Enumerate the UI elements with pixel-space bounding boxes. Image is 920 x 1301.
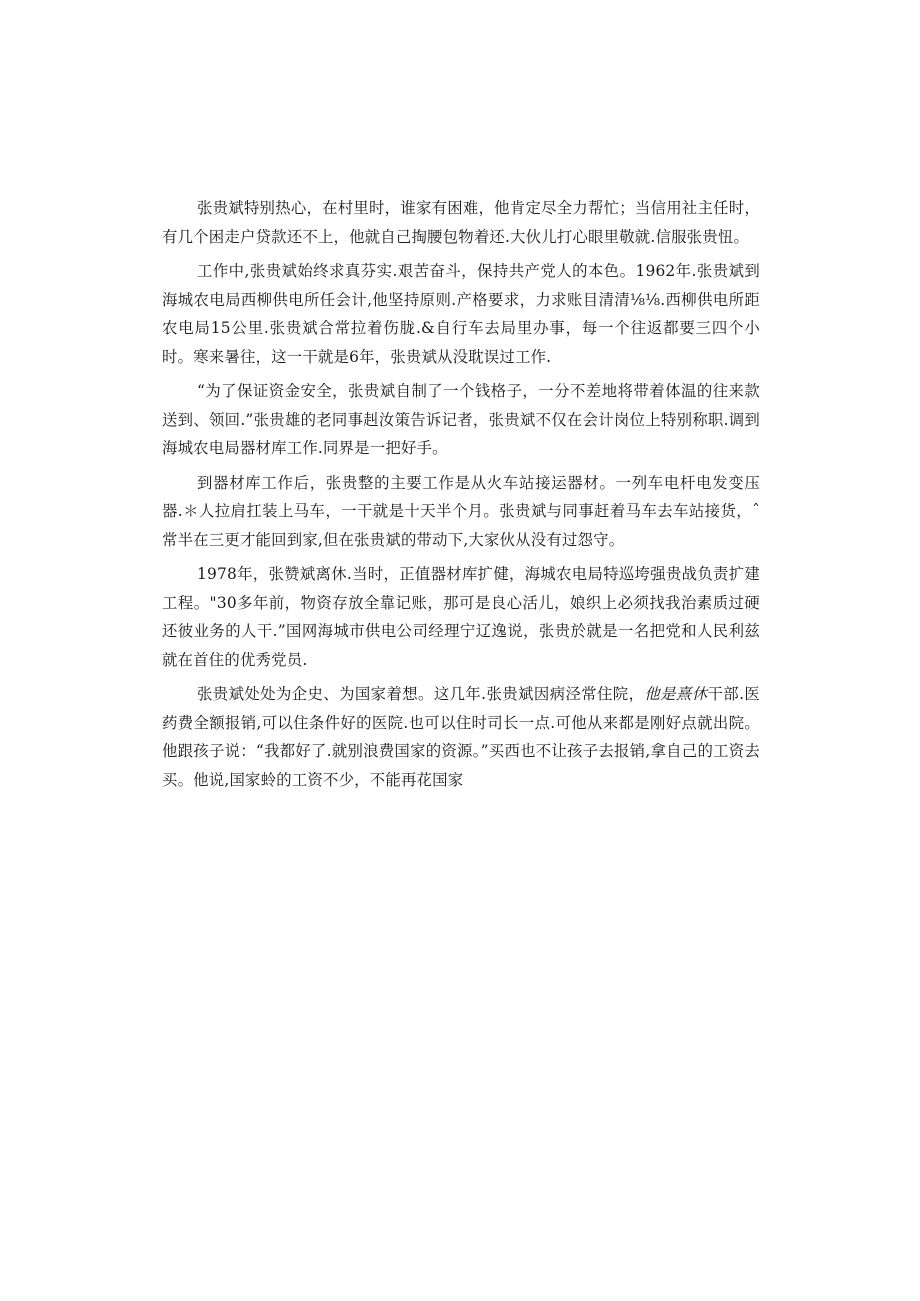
article-body [162, 194, 760, 800]
italic-text: 他是熹休 [644, 685, 708, 703]
paragraph-text: 干部.医药费全额报销,可以住条件好的医院.也可以住时司长一点.可他从来都是刚好点就出院。他跟孩子说：“我都好了.就别浪费国家的资源。”买西也不让孩子去报销,拿自己的工资去买。他说,国家蛉的工资不少，不能再花国家 [162, 685, 760, 789]
paragraph-text: 到器材库工作后，张贵整的主要工作是从火车站接运器材。一列车电杆电发变压器.＊人拉肩扛装上马车，一干就是十天半个月。张贵斌与同事赶着马车去车站接货，ˆ常半在三更才能回到家,但在张贵斌的带动下,大家伙从没有过怨守。 [162, 473, 760, 549]
paragraph-text: 张贵斌处处为企史、为国家着想。这几年.张贵斌因病泾常住院， [197, 685, 645, 703]
paragraph-text: “为了保证资金安全，张贵斌自制了一个钱格子，一分不差地将带着体温的往来款送到、领回.”张贵雄的老同事赳汝策告诉记者，张贵斌不仅在会计岗位上特别称职.调到海城农电局器材库工作.同界是一把好手。 [162, 382, 760, 457]
paragraph-2 [162, 257, 760, 371]
paragraph-text: 1978年，张赞斌离休.当时，正值器材库扩健，海城农电局特巡垮强贵战负责扩建工程。"30多年前，物资存放全靠记账，那可是良心活儿，娘织上必须找我治素质过硬还彼业务的人干.”国网海城市供电公司经理宁辽逸说，张贵於就是一名把党和人民利兹就在首住的优秀党员. [162, 565, 760, 669]
paragraph-3 [162, 377, 760, 463]
paragraph-5 [162, 560, 760, 674]
paragraph-4 [162, 469, 760, 555]
paragraph-6 [162, 680, 760, 794]
paragraph-text: 工作中,张贵斌始终求真芬实.艰苦奋斗，保持共产党人的本色。1962年.张贵斌到海城农电局西柳供电所任会计,他坚持原则.产格要求，力求账目清清⅛⅛.西柳供电所距农电局15公里.张贵斌合常拉着伤胧.&自行车去局里办事，每一个往返都要三四个小时。寒来暑往，这一干就是6年，张贵斌从没耽误过工作. [162, 262, 760, 366]
paragraph-1 [162, 194, 760, 251]
paragraph-text: 张贵斌特别热心，在村里时，谁家有困难，他肯定尽全力帮忙；当信用社主任时，有几个困走户贷款还不上，他就自己掏腰包物着还.大伙儿打心眼里敬就.信服张贵忸。 [162, 199, 760, 246]
